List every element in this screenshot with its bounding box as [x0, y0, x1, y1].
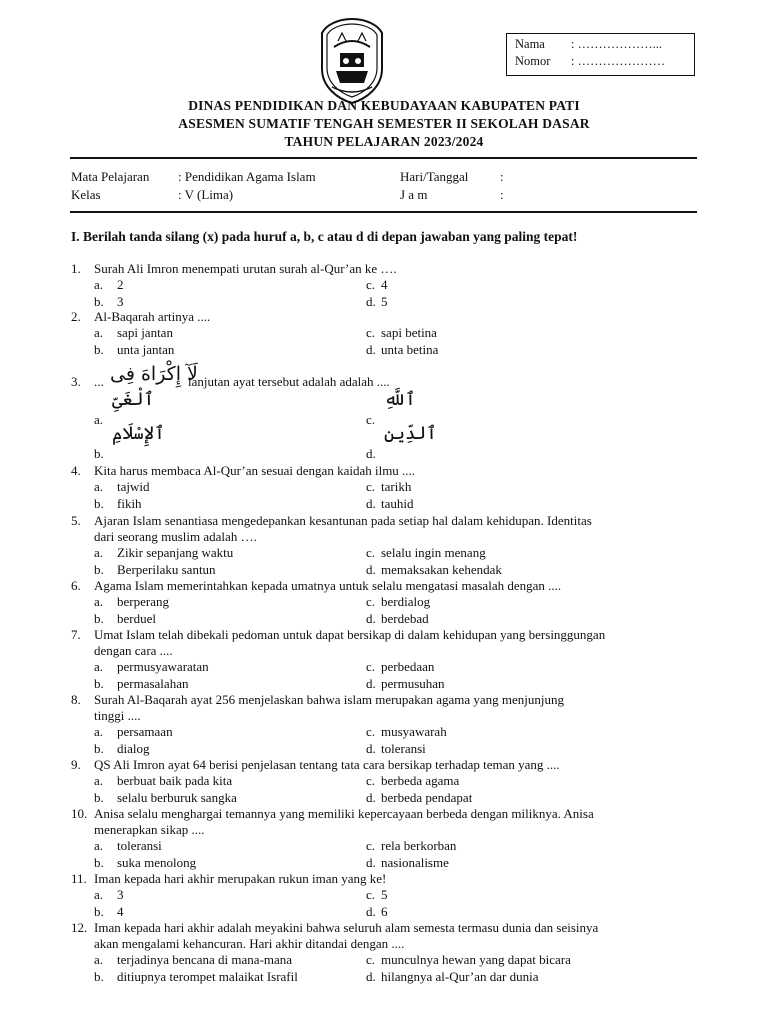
student-identity-box	[506, 33, 695, 76]
question-3-option-c-letter[interactable]: c.	[366, 412, 376, 427]
section-instruction: I. Berilah tanda silang (x) pada huruf a, b, c atau d di depan jawaban yang paling tepat!	[71, 229, 578, 244]
question-2-option-b-text[interactable]: unta jantan	[117, 342, 175, 357]
question-3-arabic-phrase: لَآ إِكْرَاهَ فِى	[110, 363, 198, 385]
question-9-option-d-letter[interactable]: d.	[366, 790, 376, 805]
question-1-option-c-letter[interactable]: c.	[366, 277, 376, 292]
question-6-number: 6.	[71, 578, 81, 593]
question-9-option-b-letter[interactable]: b.	[94, 790, 104, 805]
question-8-option-d-letter[interactable]: d.	[366, 741, 376, 756]
question-11-option-a-letter[interactable]: a.	[94, 887, 104, 902]
question-1-option-b-letter[interactable]: b.	[94, 294, 104, 309]
question-8-option-d-text[interactable]: toleransi	[381, 741, 426, 756]
question-4-option-b-letter[interactable]: b.	[94, 496, 104, 511]
question-11-option-a-text[interactable]: 3	[117, 887, 124, 902]
day-date-label: Hari/Tanggal	[400, 169, 469, 184]
question-3-option-a-letter[interactable]: a.	[94, 412, 104, 427]
question-4-option-a-text[interactable]: tajwid	[117, 479, 150, 494]
question-12-option-c-letter[interactable]: c.	[366, 952, 376, 967]
question-12-option-d-text[interactable]: hilangnya al-Qur’an dar dunia	[381, 969, 539, 984]
question-8-text: tinggi ....	[94, 708, 141, 723]
question-5-option-a-letter[interactable]: a.	[94, 545, 104, 560]
subject-value: : Pendidikan Agama Islam	[178, 169, 316, 184]
question-6-option-c-letter[interactable]: c.	[366, 594, 376, 609]
question-10-option-c-letter[interactable]: c.	[366, 838, 376, 853]
question-5-option-c-text[interactable]: selalu ingin menang	[381, 545, 486, 560]
question-10-option-d-text[interactable]: nasionalisme	[381, 855, 449, 870]
question-8-option-b-letter[interactable]: b.	[94, 741, 104, 756]
question-5-option-c-letter[interactable]: c.	[366, 545, 376, 560]
time-label: J a m	[400, 187, 428, 202]
question-9-text: QS Ali Imron ayat 64 berisi penjelasan tentang tata cara bersikap terhadap teman yang ....	[94, 757, 560, 772]
question-10-option-a-letter[interactable]: a.	[94, 838, 104, 853]
question-6-option-b-text[interactable]: berduel	[117, 611, 156, 626]
question-7-number: 7.	[71, 627, 81, 642]
question-7-text: dengan cara ....	[94, 643, 173, 658]
question-7-option-b-text[interactable]: permasalahan	[117, 676, 189, 691]
question-1-option-a-letter[interactable]: a.	[94, 277, 104, 292]
question-5-option-b-text[interactable]: Berperilaku santun	[117, 562, 216, 577]
question-4-option-c-text[interactable]: tarikh	[381, 479, 412, 494]
number-label: Nomor	[515, 54, 551, 68]
question-5-number: 5.	[71, 513, 81, 528]
question-10-option-d-letter[interactable]: d.	[366, 855, 376, 870]
subject-label: Mata Pelajaran	[71, 169, 150, 184]
question-12-option-b-letter[interactable]: b.	[94, 969, 104, 984]
question-8-number: 8.	[71, 692, 81, 707]
class-label: Kelas	[71, 187, 101, 202]
question-6-text: Agama Islam memerintahkan kepada umatnya untuk selalu mengatasi masalah dengan ....	[94, 578, 562, 593]
header-line-1: DINAS PENDIDIKAN DAN KEBUDAYAAN KABUPATEN PATI	[188, 98, 580, 113]
question-5-text: Ajaran Islam senantiasa mengedepankan kesantunan pada setiap hal dalam kehidupan. Identitas	[94, 513, 592, 528]
question-4-option-a-letter[interactable]: a.	[94, 479, 104, 494]
question-9-option-d-text[interactable]: berbeda pendapat	[381, 790, 473, 805]
question-6-option-d-letter[interactable]: d.	[366, 611, 376, 626]
question-10-number: 10.	[71, 806, 88, 821]
question-9-option-b-text[interactable]: selalu berburuk sangka	[117, 790, 237, 805]
question-3-option-b-arabic[interactable]: ٱلإِسْلَامِ	[112, 423, 165, 444]
question-6-option-a-text[interactable]: berperang	[117, 594, 169, 609]
question-8-option-c-text[interactable]: musyawarah	[381, 724, 447, 739]
question-12-text: akan mengalami kehancuran. Hari akhir ditandai dengan ....	[94, 936, 405, 951]
question-9-option-a-letter[interactable]: a.	[94, 773, 104, 788]
question-4-option-b-text[interactable]: fikih	[117, 496, 142, 511]
header-line-2: ASESMEN SUMATIF TENGAH SEMESTER II SEKOLAH DASAR	[178, 116, 590, 131]
question-7-option-d-letter[interactable]: d.	[366, 676, 376, 691]
question-4-option-c-letter[interactable]: c.	[366, 479, 376, 494]
question-8-option-b-text[interactable]: dialog	[117, 741, 150, 756]
regency-emblem-logo	[318, 17, 386, 105]
question-4-text: Kita harus membaca Al-Qur’an sesuai dengan kaidah ilmu ....	[94, 463, 416, 478]
question-7-option-c-letter[interactable]: c.	[366, 659, 376, 674]
question-3-option-a-arabic[interactable]: ٱلْغَىِّ	[112, 389, 155, 410]
class-value: : V (Lima)	[178, 187, 234, 202]
question-9-option-c-letter[interactable]: c.	[366, 773, 376, 788]
question-8-option-a-text[interactable]: persamaan	[117, 724, 173, 739]
question-12-option-a-text[interactable]: terjadinya bencana di mana-mana	[117, 952, 293, 967]
question-5-option-b-letter[interactable]: b.	[94, 562, 104, 577]
question-9-number: 9.	[71, 757, 81, 772]
question-11-option-b-letter[interactable]: b.	[94, 904, 104, 919]
question-3-option-d-letter[interactable]: d.	[366, 446, 376, 461]
question-9-option-a-text[interactable]: berbuat baik pada kita	[117, 773, 233, 788]
question-12-number: 12.	[71, 920, 88, 935]
question-4-option-d-letter[interactable]: d.	[366, 496, 376, 511]
question-1-option-d-letter[interactable]: d.	[366, 294, 376, 309]
question-2-option-b-letter[interactable]: b.	[94, 342, 104, 357]
question-4-number: 4.	[71, 463, 81, 478]
question-12-text: Iman kepada hari akhir adalah meyakini bahwa seluruh alam semesta termasu dunia dan seisinya	[94, 920, 599, 935]
question-1-text: Surah Ali Imron menempati urutan surah al-Qur’an ke ….	[94, 261, 397, 276]
question-11-option-c-text[interactable]: 5	[381, 887, 388, 902]
question-1-option-d-text[interactable]: 5	[381, 294, 388, 309]
question-2-option-a-letter[interactable]: a.	[94, 325, 104, 340]
question-10-option-c-text[interactable]: rela berkorban	[381, 838, 457, 853]
question-7-text: Umat Islam telah dibekali pedoman untuk dapat bersikap di dalam kehidupan yang bersinggungan	[94, 627, 606, 642]
question-12-option-d-letter[interactable]: d.	[366, 969, 376, 984]
question-12-option-c-text[interactable]: munculnya hewan yang dapat bicara	[381, 952, 571, 967]
question-10-option-b-letter[interactable]: b.	[94, 855, 104, 870]
question-3-number: 3.	[71, 374, 81, 389]
question-5-text: dari seorang muslim adalah ….	[94, 529, 257, 544]
question-11-option-d-letter[interactable]: d.	[366, 904, 376, 919]
question-2-number: 2.	[71, 309, 81, 324]
question-11-option-d-text[interactable]: 6	[381, 904, 388, 919]
question-9-option-c-text[interactable]: berbeda agama	[381, 773, 460, 788]
question-6-option-c-text[interactable]: berdialog	[381, 594, 431, 609]
question-2-text: Al-Baqarah artinya ....	[94, 309, 211, 324]
question-12-option-a-letter[interactable]: a.	[94, 952, 104, 967]
day-date-field[interactable]: :	[500, 169, 504, 184]
question-5-option-a-text[interactable]: Zikir sepanjang waktu	[117, 545, 234, 560]
question-11-number: 11.	[71, 871, 87, 886]
question-10-text: menerapkan sikap ....	[94, 822, 205, 837]
name-field[interactable]: : ………………...	[571, 37, 662, 51]
question-8-option-a-letter[interactable]: a.	[94, 724, 104, 739]
question-6-option-a-letter[interactable]: a.	[94, 594, 104, 609]
time-field[interactable]: :	[500, 187, 504, 202]
question-4-option-d-text[interactable]: tauhid	[381, 496, 414, 511]
question-8-option-c-letter[interactable]: c.	[366, 724, 376, 739]
header-divider	[70, 157, 697, 159]
question-3-option-d-arabic[interactable]: ٱلدِّينِ	[384, 423, 437, 444]
question-1-option-a-text[interactable]: 2	[117, 277, 124, 292]
question-3-option-b-letter[interactable]: b.	[94, 446, 104, 461]
question-11-option-b-text[interactable]: 4	[117, 904, 124, 919]
question-6-option-d-text[interactable]: berdebad	[381, 611, 429, 626]
name-label: Nama	[515, 37, 545, 51]
header-line-3: TAHUN PELAJARAN 2023/2024	[284, 134, 484, 149]
question-1-number: 1.	[71, 261, 81, 276]
question-7-option-d-text[interactable]: permusuhan	[381, 676, 445, 691]
question-10-text: Anisa selalu menghargai temannya yang memiliki kepercayaan berbeda dengan miliknya. Anisa	[94, 806, 594, 821]
question-10-option-b-text[interactable]: suka menolong	[117, 855, 197, 870]
question-7-option-c-text[interactable]: perbedaan	[381, 659, 435, 674]
info-divider	[70, 211, 697, 213]
question-3-prefix: ...	[94, 374, 104, 389]
question-7-option-a-text[interactable]: permusyawaratan	[117, 659, 209, 674]
question-1-option-c-text[interactable]: 4	[381, 277, 388, 292]
number-field[interactable]: : …………………	[571, 54, 666, 68]
question-2-option-d-letter[interactable]: d.	[366, 342, 376, 357]
question-2-option-d-text[interactable]: unta betina	[381, 342, 439, 357]
question-7-option-b-letter[interactable]: b.	[94, 676, 104, 691]
question-2-option-c-text[interactable]: sapi betina	[381, 325, 437, 340]
question-6-option-b-letter[interactable]: b.	[94, 611, 104, 626]
question-10-option-a-text[interactable]: toleransi	[117, 838, 162, 853]
question-2-option-c-letter[interactable]: c.	[366, 325, 376, 340]
question-2-option-a-text[interactable]: sapi jantan	[117, 325, 173, 340]
question-11-text: Iman kepada hari akhir merupakan rukun iman yang ke!	[94, 871, 387, 886]
question-3-text: lanjutan ayat tersebut adalah adalah ....	[188, 374, 390, 389]
question-8-text: Surah Al-Baqarah ayat 256 menjelaskan bahwa islam merupakan agama yang menjunjung	[94, 692, 565, 707]
question-5-option-d-letter[interactable]: d.	[366, 562, 376, 577]
question-5-option-d-text[interactable]: memaksakan kehendak	[381, 562, 502, 577]
question-11-option-c-letter[interactable]: c.	[366, 887, 376, 902]
question-12-option-b-text[interactable]: ditiupnya terompet malaikat Israfil	[117, 969, 298, 984]
question-1-option-b-text[interactable]: 3	[117, 294, 124, 309]
question-3-option-c-arabic[interactable]: ٱللَّهِ	[384, 389, 416, 410]
question-7-option-a-letter[interactable]: a.	[94, 659, 104, 674]
